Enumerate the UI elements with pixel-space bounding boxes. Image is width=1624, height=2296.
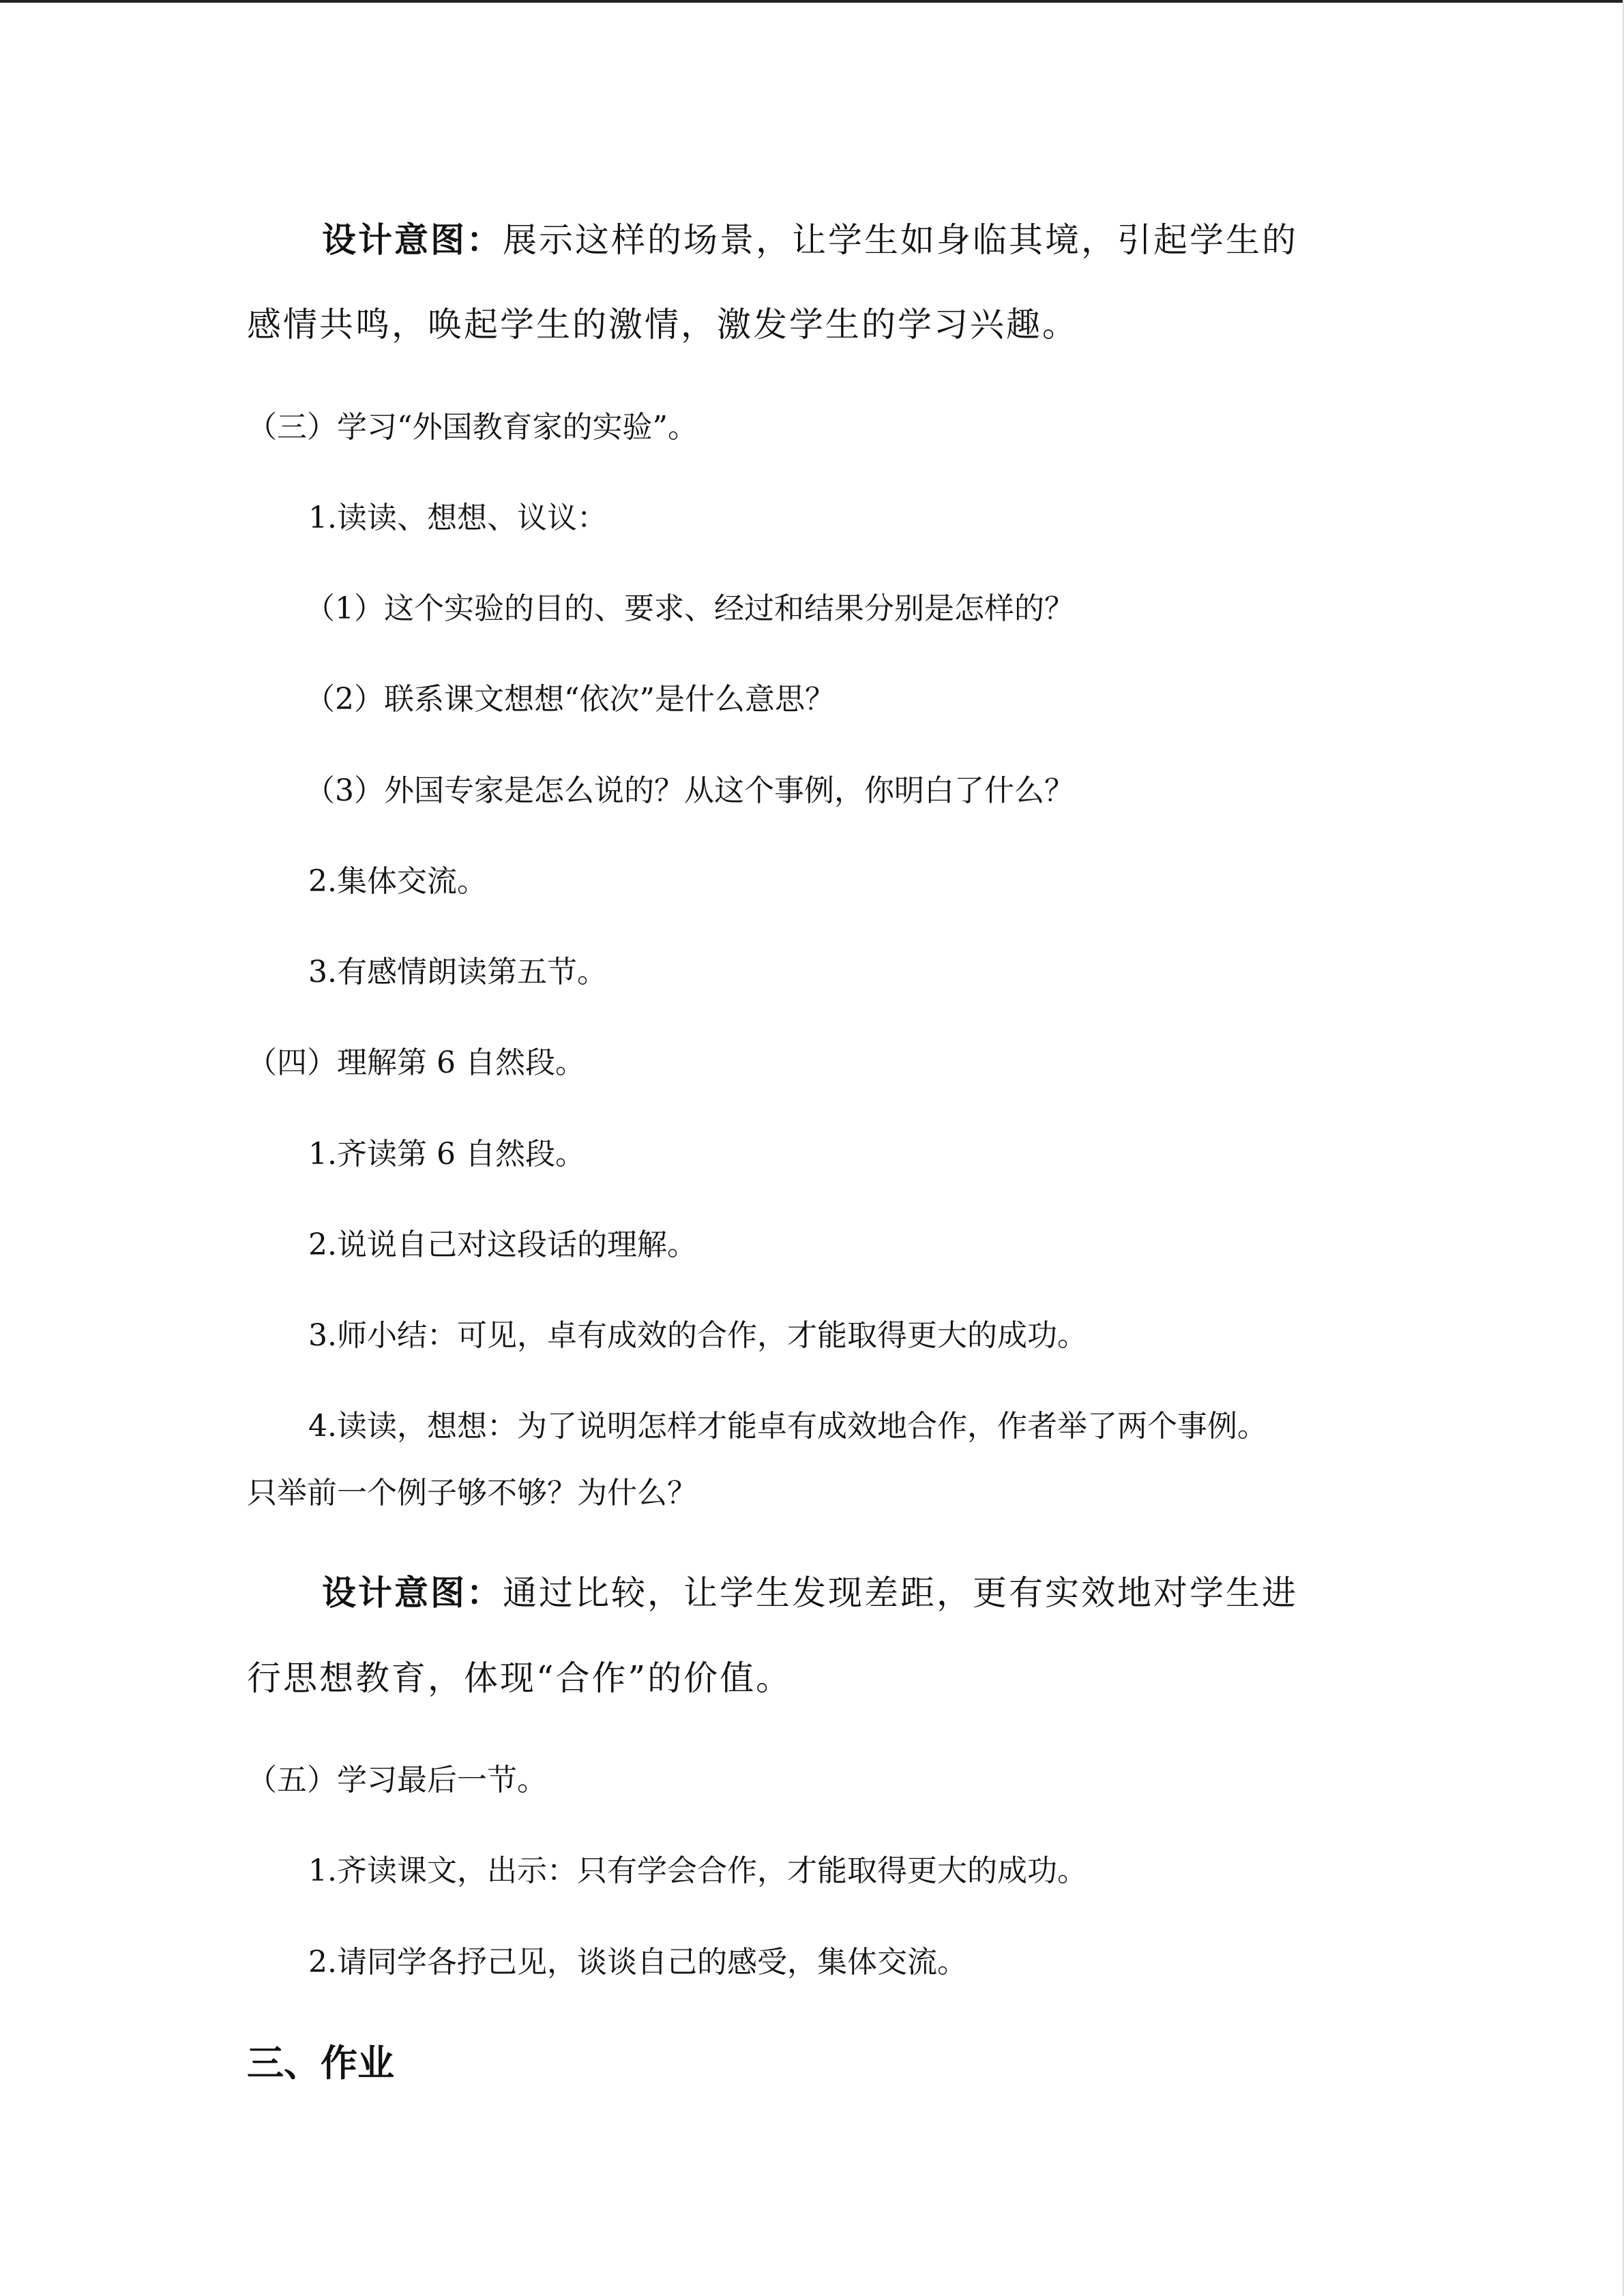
section-4-title: （四）理解第 6 自然段。 [247,1045,585,1080]
section-4-item-2: 2.说说自己对这段话的理解。 [308,1227,697,1262]
design-intent-2-line-2: 行思想教育，体现“合作”的价值。 [247,1658,793,1698]
section-4-item-4-line-1: 4.读读，想想：为了说明怎样才能卓有成效地合作，作者举了两个事例。 [308,1409,1267,1444]
section-3-question-1: （1）这个实验的目的、要求、经过和结果分别是怎样的？ [305,591,1074,626]
section-3-item-1: 1.读读、想想、议议： [308,501,607,535]
section-3-item-3: 3.有感情朗读第五节。 [308,955,607,989]
design-intent-1-line-1 [322,220,1298,260]
section-5-item-1: 1.齐读课文，出示：只有学会合作，才能取得更大的成功。 [308,1853,1087,1888]
design-intent-2-line-1 [322,1572,1298,1613]
design-intent-1-text-1: 展示这样的场景，让学生如身临其境，引起学生的 [503,220,1298,260]
section-3-item-2: 2.集体交流。 [308,864,487,899]
section-3-title: （三）学习“外国教育家的实验”。 [247,410,698,445]
section-4-item-3: 3.师小结：可见，卓有成效的合作，才能取得更大的成功。 [308,1318,1087,1353]
page-top-border [0,0,1624,3]
section-4-item-1: 1.齐读第 6 自然段。 [308,1137,585,1172]
section-3-question-2: （2）联系课文想想“依次”是什么意思？ [305,682,835,717]
design-intent-2-text-1: 通过比较，让学生发现差距，更有实效地对学生进 [503,1573,1298,1613]
section-5-item-2: 2.请同学各抒己见，谈谈自己的感受，集体交流。 [308,1945,967,1980]
section-5-title: （五）学习最后一节。 [247,1763,547,1798]
homework-heading: 三、作业 [247,2042,394,2085]
design-intent-1-label: 设计意图： [322,220,503,260]
section-3-question-3: （3）外国专家是怎么说的？从这个事例，你明白了什么？ [305,773,1074,808]
section-4-item-4-line-2: 只举前一个例子够不够？为什么？ [247,1476,697,1510]
design-intent-1-line-2: 感情共鸣，唤起学生的激情，激发学生的学习兴趣。 [247,305,1078,344]
design-intent-2-label: 设计意图： [322,1572,503,1613]
